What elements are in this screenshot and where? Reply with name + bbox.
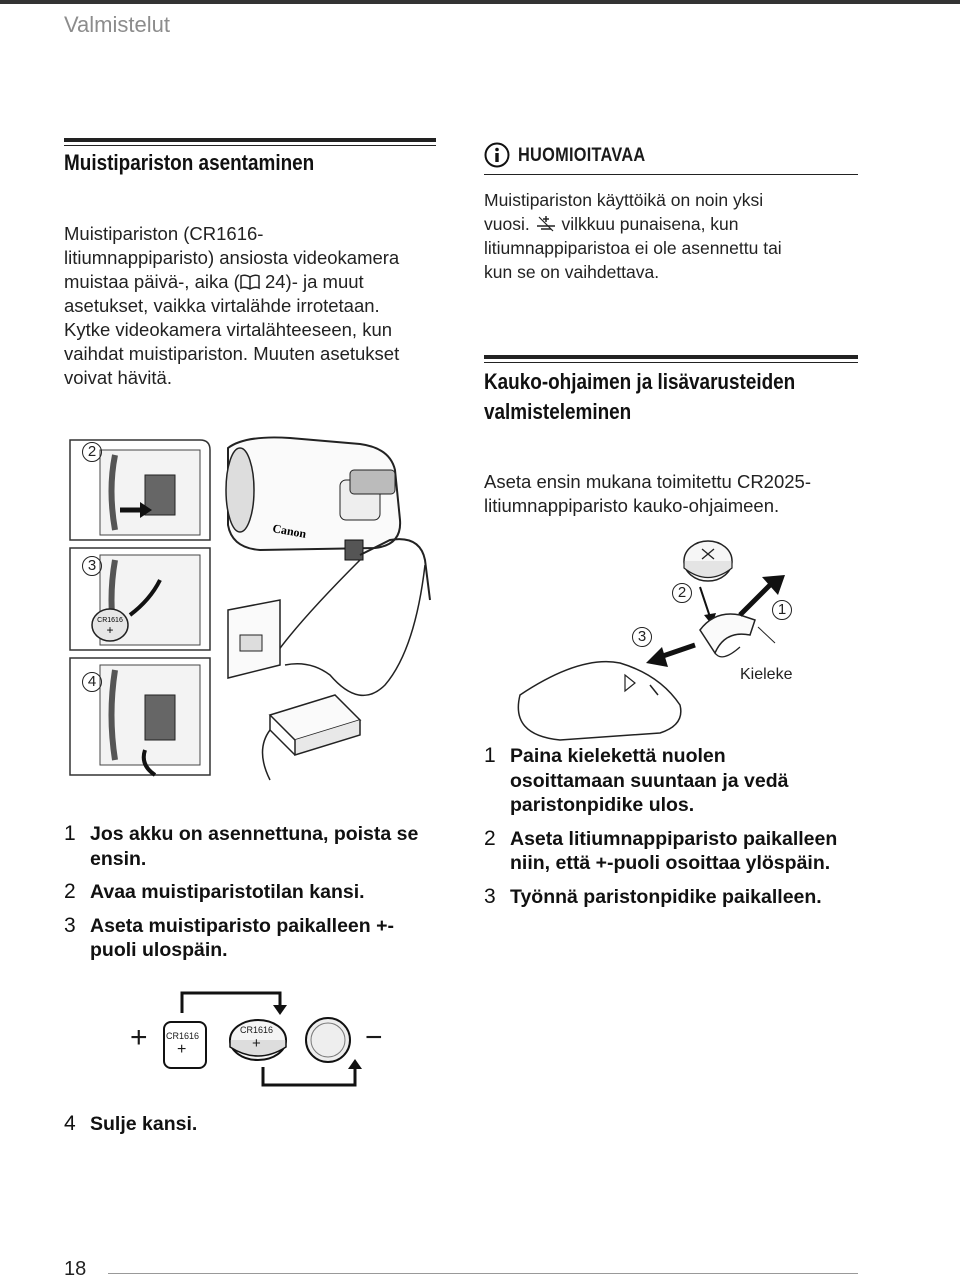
step-text: Työnnä paristonpidike paikalleen. xyxy=(510,885,822,908)
info-icon xyxy=(484,142,510,168)
step-number: 2 xyxy=(484,826,496,850)
note-line xyxy=(484,212,864,236)
step-text: Jos akku on asennettuna, poista se ensin. xyxy=(90,823,419,870)
coin-face-label: CR1616 xyxy=(240,1025,274,1035)
left-heading: Muistipariston asentaminen xyxy=(64,150,315,175)
left-intro-text: muistaa päivä-, aika ( xyxy=(64,271,240,292)
power-adapter xyxy=(263,695,361,780)
footer-rule xyxy=(108,1273,858,1274)
note-title: HUOMIOITAVAA xyxy=(518,145,646,166)
note-line-prefix: vuosi. xyxy=(484,214,535,234)
step-text: Avaa muistiparistotilan kansi. xyxy=(90,881,365,903)
right-heading-rule xyxy=(484,355,858,359)
battery-holder xyxy=(700,614,755,657)
battery-plus: + xyxy=(106,623,114,637)
left-intro-line: Muistipariston (CR1616- xyxy=(64,223,264,244)
camera-brand: Canon xyxy=(271,521,308,541)
right-intro-line: Aseta ensin mukana toimitettu CR2025- xyxy=(484,471,812,492)
battery-label: CR1616 xyxy=(97,617,123,624)
left-intro-line: asetukset, vaikka virtalähde irrotetaan. xyxy=(64,295,380,316)
left-intro-line: Kytke videokamera virtalähteeseen, kun xyxy=(64,319,393,340)
step-text: Paina kielekettä nuolen osoittamaan suuntaan ja vedä paristonpidike ulos. xyxy=(510,745,789,816)
right-steps xyxy=(484,744,844,918)
left-intro-ref: 24)- ja muut xyxy=(259,271,364,292)
note-line: Muistipariston käyttöikä on noin yksi xyxy=(484,190,764,210)
wall-outlet xyxy=(228,600,280,678)
step-item xyxy=(484,744,844,818)
step-number: 2 xyxy=(64,880,76,903)
coin-figure xyxy=(130,985,390,1095)
remote-illustration xyxy=(500,535,820,745)
callout-left-3: 3 xyxy=(82,556,102,576)
page-number: 18 xyxy=(64,1258,87,1280)
step-number: 4 xyxy=(64,1112,76,1135)
coin-minus-sign: − xyxy=(365,1021,383,1054)
left-heading-rule xyxy=(64,138,436,142)
step-text: Aseta litiumnappiparisto paikalleen niin, että +-puoli osoittaa ylöspäin. xyxy=(510,827,838,874)
right-intro xyxy=(484,470,864,518)
step-number: 3 xyxy=(64,913,76,937)
step-item xyxy=(484,827,844,876)
step-item xyxy=(64,914,434,963)
left-intro-line: voivat hävitä. xyxy=(64,367,172,388)
camcorder xyxy=(226,437,430,600)
note-header xyxy=(484,142,858,175)
left-step-4 xyxy=(64,1112,364,1146)
callout-right-3: 3 xyxy=(632,627,652,647)
left-intro-line: litiumnappiparisto) ansiosta videokamera xyxy=(64,247,400,268)
step-number: 1 xyxy=(484,744,496,767)
coin-plus-sign: + xyxy=(130,1021,148,1054)
coin-face-plus: + xyxy=(252,1035,261,1052)
remote-control xyxy=(518,662,681,740)
right-heading-line: Kauko-ohjaimen ja lisävarusteiden xyxy=(484,369,796,394)
note-line: litiumnappiparistoa ei ole asennettu tai xyxy=(484,238,782,258)
step-text: Aseta muistiparisto paikalleen +-puoli ulospäin. xyxy=(90,914,394,961)
callout-left-2: 2 xyxy=(82,442,102,462)
tab-label: Kieleke xyxy=(740,666,793,683)
camcorder-illustration xyxy=(60,430,450,790)
right-heading-line: valmisteleminen xyxy=(484,399,632,424)
coin-side-label: CR1616 xyxy=(166,1031,200,1041)
step-item xyxy=(484,885,844,910)
step-item xyxy=(64,1112,364,1137)
coin-side-plus: + xyxy=(177,1041,187,1058)
left-intro-line: vaihdat muistipariston. Muuten asetukset xyxy=(64,343,400,364)
step-item xyxy=(64,822,434,871)
callout-left-4: 4 xyxy=(82,672,102,692)
callout-right-1: 1 xyxy=(772,600,792,620)
callout-right-2: 2 xyxy=(672,583,692,603)
step-number: 3 xyxy=(484,884,496,908)
note-line-text: vilkkuu punaisena, kun xyxy=(561,214,739,234)
left-intro-line xyxy=(64,270,444,294)
step-item xyxy=(64,880,434,905)
top-rule xyxy=(0,0,960,4)
coin-battery xyxy=(684,541,732,581)
left-intro xyxy=(64,222,444,390)
section-label: Valmistelut xyxy=(64,12,170,37)
book-icon xyxy=(240,274,260,290)
step-number: 1 xyxy=(64,822,76,845)
battery-warning-icon xyxy=(535,214,557,232)
note-body xyxy=(484,188,864,284)
note-line: kun se on vaihdettava. xyxy=(484,262,660,282)
right-intro-line: litiumnappiparisto kauko-ohjaimeen. xyxy=(484,495,780,516)
step-text: Sulje kansi. xyxy=(90,1113,198,1135)
left-steps xyxy=(64,822,434,972)
